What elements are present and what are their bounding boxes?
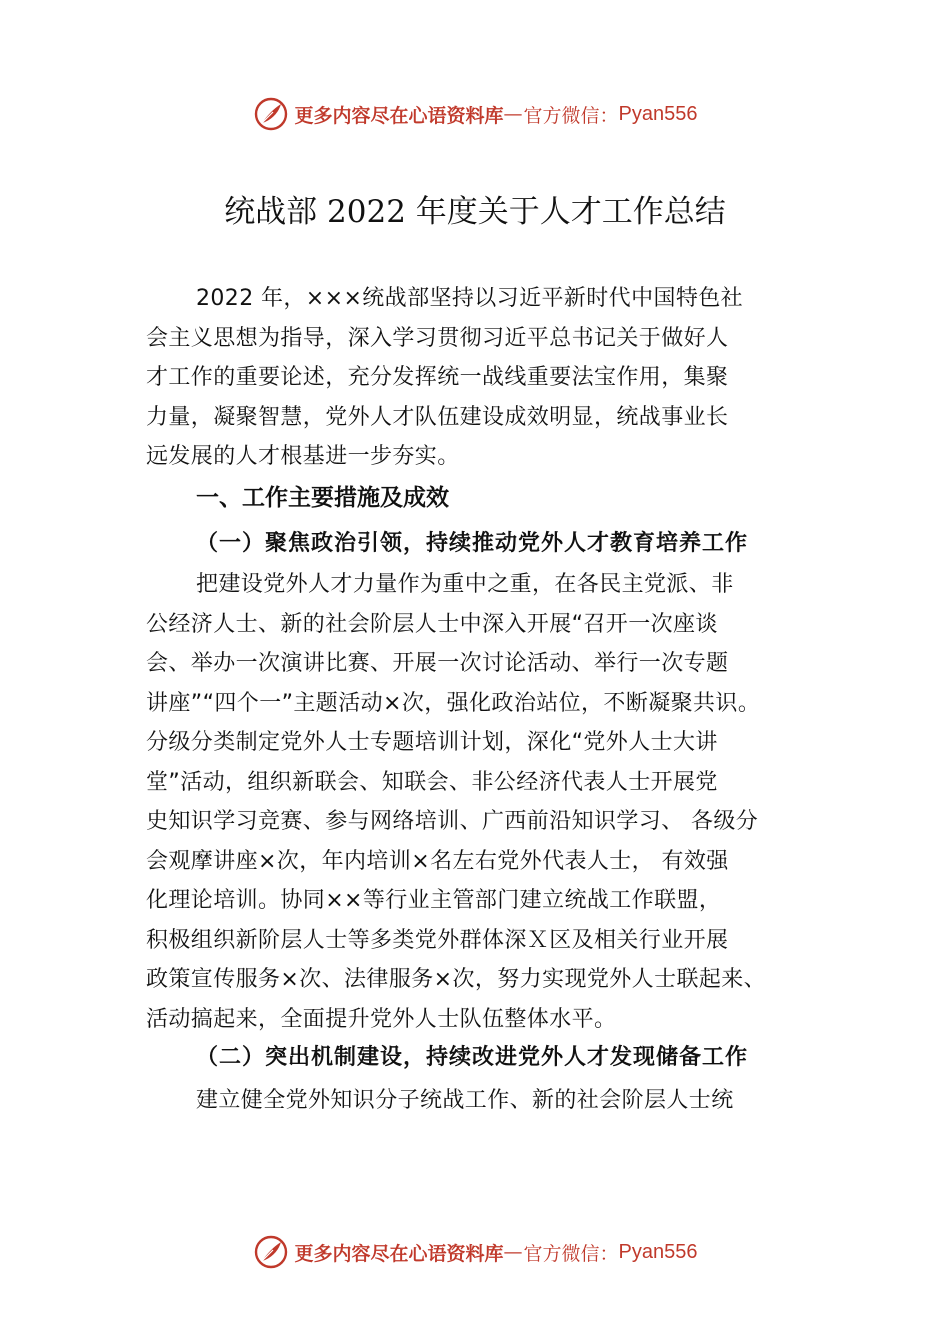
intro-paragraph [146,279,826,477]
subsection-paragraph [146,565,826,1039]
paragraph-line: 会、举办一次演讲比赛、开展一次讨论活动、举行一次专题 [146,651,729,676]
paragraph-line: 远发展的人才根基进一步夯实。 [146,444,460,469]
paragraph-line: 活动搞起来，全面提升党外人士队伍整体水平。 [146,1006,617,1032]
paragraph-line: 2022 年，×××统战部坚持以习近平新时代中国特色社 [196,286,744,311]
banner-separator: — [503,1241,524,1263]
paragraph-line: 堂”活动，组织新联会、知联会、非公经济代表人士开展党 [146,769,718,795]
paragraph-line: 会观摩讲座×次，年内培训×名左右党外代表人士， 有效强 [146,848,729,874]
paragraph-line: 建立健全党外知识分子统战工作、新的社会阶层人士统 [196,1088,734,1113]
paragraph-line: 会主义思想为指导，深入学习贯彻习近平总书记关于做好人 [146,325,729,351]
subsection-heading: （二）突出机制建设，持续改进党外人才发现储备工作 [196,1044,749,1070]
paragraph-line: 把建设党外人才力量作为重中之重，在各民主党派、非 [196,572,734,597]
paragraph-line: 史知识学习竞赛、参与网络培训、广西前沿知识学习、 各级分 [146,809,759,834]
subsection-paragraph [146,1081,826,1121]
footer-watermark-banner [0,1230,950,1274]
feather-pen-logo-icon [253,96,289,132]
section-heading: 一、工作主要措施及成效 [196,485,449,511]
feather-pen-logo-icon [253,1234,289,1270]
paragraph-line: 力量，凝聚智慧，党外人才队伍建设成效明显，统战事业长 [146,404,729,430]
paragraph-line: 积极组织新阶层人士等多类党外群体深Ｘ区及相关行业开展 [146,927,729,953]
banner-brand-text: 更多内容尽在心语资料库 [294,104,504,127]
banner-wechat-label: 官方微信： [523,104,619,127]
banner-brand-text: 更多内容尽在心语资料库 [294,1242,504,1265]
paragraph-line: 公经济人士、新的社会阶层人士中深入开展“召开一次座谈 [146,611,718,637]
paragraph-line: 讲座”“四个一”主题活动×次，强化政治站位，不断凝聚共识。 [146,690,761,716]
paragraph-line: 才工作的重要论述，充分发挥统一战线重要法宝作用，集聚 [146,365,729,390]
paragraph-line: 政策宣传服务×次、法律服务×次，努力实现党外人士联起来、 [146,967,767,992]
document-title: 统战部 2022 年度关于人才工作总结 [224,194,726,230]
banner-separator: — [503,103,524,125]
subsection-heading: （一）聚焦政治引领，持续推动党外人才教育培养工作 [196,530,749,556]
banner-wechat-id: Pyan556 [618,1240,698,1263]
banner-wechat-label: 官方微信： [523,1242,619,1265]
banner-wechat-id: Pyan556 [618,102,698,125]
paragraph-line: 分级分类制定党外人士专题培训计划，深化“党外人士大讲 [146,730,718,755]
header-watermark-banner [0,92,950,136]
paragraph-line: 化理论培训。协同××等行业主管部门建立统战工作联盟， [146,888,722,913]
